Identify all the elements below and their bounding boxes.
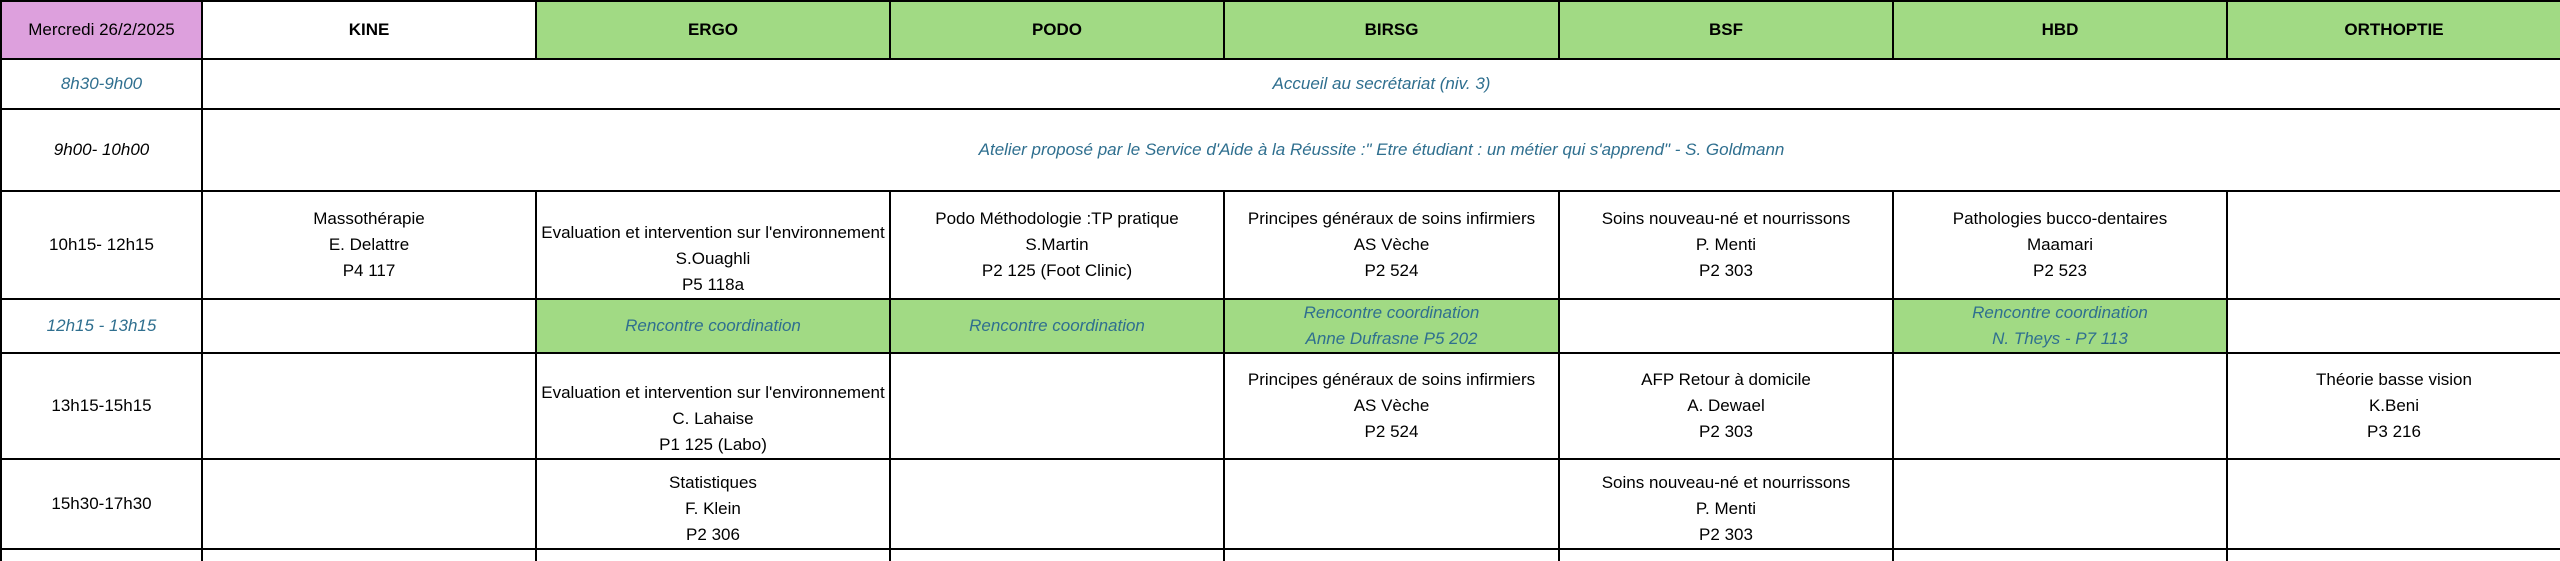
- course-title: Statistiques: [669, 473, 757, 492]
- course-teacher: S.Ouaghli: [675, 249, 751, 268]
- coord-cell-hbd: [1893, 299, 2227, 353]
- course-title: Pathologies bucco-dentaires: [1952, 209, 2168, 228]
- coord-title: Rencontre coordination: [1972, 303, 2148, 322]
- course-title: Evaluation et intervention sur l'environnement: [541, 383, 885, 402]
- course-title: Principes généraux de soins infirmiers: [1247, 209, 1536, 228]
- coord-cell-podo: [890, 299, 1224, 353]
- coord-detail: Anne Dufrasne P5 202: [1305, 329, 1478, 348]
- course-room: P2 523: [2033, 261, 2087, 280]
- row-10h15: [1, 191, 2560, 299]
- course-cell-ergo: [536, 459, 890, 549]
- course-room: P2 125 (Foot Clinic): [981, 261, 1133, 280]
- column-header-podo: PODO: [890, 1, 1224, 59]
- course-room: P2 306: [686, 525, 740, 544]
- course-title: Evaluation et intervention sur l'environnement: [541, 223, 885, 242]
- course-cell-bsf: [1559, 191, 1893, 299]
- coord-title: Rencontre coordination: [969, 316, 1145, 335]
- empty-cell: [1, 549, 202, 561]
- empty-cell: [1224, 549, 1559, 561]
- course-cell-birsg: [1224, 459, 1559, 549]
- course-room: P2 303: [1699, 422, 1753, 441]
- row-8h30: [1, 59, 2560, 109]
- course-cell-hbd: [1893, 191, 2227, 299]
- column-header-bsf: BSF: [1559, 1, 1893, 59]
- course-cell-hbd: [1893, 459, 2227, 549]
- row-12h15: [1, 299, 2560, 353]
- course-title: Podo Méthodologie :TP pratique: [935, 209, 1179, 228]
- course-cell-kine: [202, 299, 536, 353]
- course-cell-bsf: [1559, 353, 1893, 459]
- course-title: Principes généraux de soins infirmiers: [1247, 370, 1536, 389]
- course-cell-podo: [890, 191, 1224, 299]
- time-cell: 12h15 - 13h15: [1, 299, 202, 353]
- course-room: P5 118a: [681, 275, 745, 294]
- course-room: P2 303: [1699, 525, 1753, 544]
- course-room: P2 524: [1364, 422, 1419, 441]
- column-header-hbd: HBD: [1893, 1, 2227, 59]
- banner-accueil: Accueil au secrétariat (niv. 3): [202, 59, 2560, 109]
- date-cell: Mercredi 26/2/2025: [1, 1, 202, 59]
- course-cell-kine: [202, 191, 536, 299]
- course-teacher: A. Dewael: [1687, 396, 1765, 415]
- course-cell-orthoptie: [2227, 299, 2560, 353]
- course-teacher: AS Vèche: [1353, 235, 1430, 254]
- course-cell-bsf: [1559, 459, 1893, 549]
- course-teacher: E. Delattre: [328, 235, 410, 254]
- column-header-ergo: ERGO: [536, 1, 890, 59]
- empty-cell: [1893, 549, 2227, 561]
- coord-detail: N. Theys - P7 113: [1992, 329, 2128, 348]
- course-title: Théorie basse vision: [2316, 370, 2472, 389]
- column-header-kine: KINE: [202, 1, 536, 59]
- course-cell-podo: [890, 459, 1224, 549]
- coord-cell-ergo: [536, 299, 890, 353]
- time-cell: 13h15-15h15: [1, 353, 202, 459]
- course-cell-hbd: [1893, 353, 2227, 459]
- course-room: P2 303: [1699, 261, 1753, 280]
- empty-cell: [890, 549, 1224, 561]
- course-teacher: K.Beni: [2368, 396, 2420, 415]
- empty-cell: [1559, 549, 1893, 561]
- time-cell: 15h30-17h30: [1, 459, 202, 549]
- time-cell: 10h15- 12h15: [1, 191, 202, 299]
- course-title: Soins nouveau-né et nourrissons: [1601, 473, 1851, 492]
- course-title: Massothérapie: [313, 209, 425, 228]
- course-teacher: Maamari: [2026, 235, 2094, 254]
- course-teacher: P. Menti: [1695, 235, 1757, 254]
- course-cell-orthoptie: [2227, 353, 2560, 459]
- course-teacher: P. Menti: [1695, 499, 1757, 518]
- row-15h30: [1, 459, 2560, 549]
- course-room: P3 216: [2367, 422, 2421, 441]
- coord-title: Rencontre coordination: [625, 316, 801, 335]
- row-13h15: [1, 353, 2560, 459]
- course-cell-ergo: [536, 191, 890, 299]
- course-cell-kine: [202, 353, 536, 459]
- row-9h00: [1, 109, 2560, 191]
- course-teacher: AS Vèche: [1353, 396, 1430, 415]
- course-cell-orthoptie: [2227, 191, 2560, 299]
- course-cell-bsf: [1559, 299, 1893, 353]
- column-header-orthoptie: ORTHOPTIE: [2227, 1, 2560, 59]
- course-title: AFP Retour à domicile: [1641, 370, 1811, 389]
- course-title: Soins nouveau-né et nourrissons: [1601, 209, 1851, 228]
- column-header-birsg: BIRSG: [1224, 1, 1559, 59]
- course-teacher: F. Klein: [685, 499, 741, 518]
- course-room: P2 524: [1364, 261, 1419, 280]
- empty-cell: [202, 549, 536, 561]
- time-cell: 9h00- 10h00: [1, 109, 202, 191]
- course-room: P4 117: [342, 261, 396, 280]
- banner-atelier: Atelier proposé par le Service d'Aide à la Réussite :" Etre étudiant : un métier qui s'apprend" - S. Goldmann: [202, 109, 2560, 191]
- course-teacher: C. Lahaise: [672, 409, 754, 428]
- header-row: [1, 1, 2560, 59]
- course-cell-birsg: [1224, 353, 1559, 459]
- course-cell-orthoptie: [2227, 459, 2560, 549]
- trailing-row: [1, 549, 2560, 561]
- course-cell-birsg: [1224, 191, 1559, 299]
- time-cell: 8h30-9h00: [1, 59, 202, 109]
- course-cell-podo: [890, 353, 1224, 459]
- coord-cell-birsg: [1224, 299, 1559, 353]
- course-teacher: S.Martin: [1025, 235, 1089, 254]
- course-room: P1 125 (Labo): [659, 435, 767, 454]
- coord-title: Rencontre coordination: [1303, 303, 1480, 322]
- course-cell-kine: [202, 459, 536, 549]
- course-cell-ergo: [536, 353, 890, 459]
- empty-cell: [2227, 549, 2560, 561]
- empty-cell: [536, 549, 890, 561]
